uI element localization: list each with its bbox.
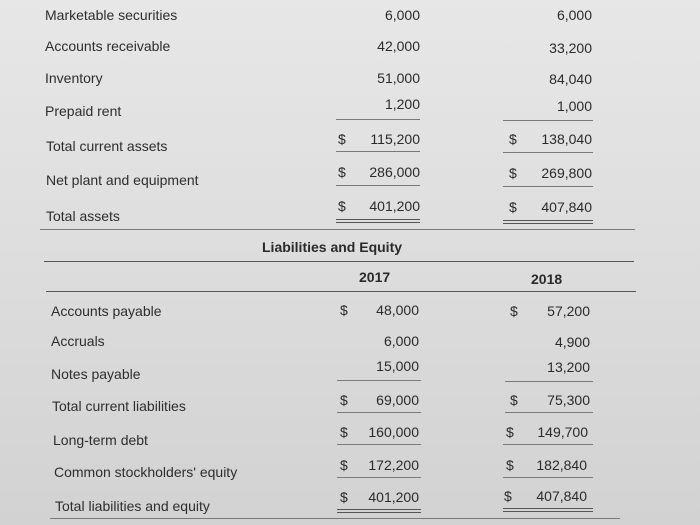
rule xyxy=(337,512,421,513)
dollar-sign: $ xyxy=(506,424,514,440)
dollar-sign: $ xyxy=(340,489,348,505)
section-divider xyxy=(44,261,634,262)
label-accounts-receivable: Accounts receivable xyxy=(45,38,171,54)
header-divider xyxy=(46,291,636,292)
dollar-sign: $ xyxy=(510,392,518,408)
value-2017-total-current-liabilities: 69,000 xyxy=(376,392,419,408)
rule xyxy=(336,185,420,186)
label-long-term-debt: Long-term debt xyxy=(53,432,148,448)
value-2017-inventory: 51,000 xyxy=(377,70,420,86)
rule xyxy=(336,222,420,223)
value-2017-accounts-receivable: 42,000 xyxy=(377,38,420,54)
value-2018-accruals: 4,900 xyxy=(554,334,590,350)
label-prepaid-rent: Prepaid rent xyxy=(45,103,122,119)
dollar-sign: $ xyxy=(340,457,348,473)
rule xyxy=(505,412,593,413)
value-2017-marketable-securities: 6,000 xyxy=(384,7,420,23)
dollar-sign: $ xyxy=(338,198,346,214)
dollar-sign: $ xyxy=(510,303,518,319)
value-2017-long-term-debt: 160,000 xyxy=(368,424,419,440)
rule xyxy=(337,444,421,445)
value-2017-notes-payable: 15,000 xyxy=(376,358,419,374)
value-2018-total-liabilities-and-equity: 407,840 xyxy=(536,488,587,504)
label-total-current-liabilities: Total current liabilities xyxy=(52,398,186,414)
dollar-sign: $ xyxy=(509,165,517,181)
value-2017-accruals: 6,000 xyxy=(383,333,419,349)
value-2017-total-assets: 401,200 xyxy=(369,198,420,214)
rule xyxy=(337,477,421,478)
value-2017-net-plant-equipment: 286,000 xyxy=(369,164,420,180)
rule xyxy=(503,223,593,224)
rule xyxy=(505,381,593,382)
rule xyxy=(337,412,421,413)
rule xyxy=(336,151,420,152)
rule xyxy=(337,380,421,381)
rule xyxy=(503,477,593,478)
section-divider xyxy=(40,229,635,230)
value-2018-notes-payable: 13,200 xyxy=(547,359,590,375)
value-2018-accounts-receivable: 33,200 xyxy=(549,40,592,56)
label-marketable-securities: Marketable securities xyxy=(45,7,178,23)
value-2018-long-term-debt: 149,700 xyxy=(537,424,588,440)
dollar-sign: $ xyxy=(340,302,348,318)
column-header-2017: 2017 xyxy=(359,269,391,285)
label-net-plant-equipment: Net plant and equipment xyxy=(46,172,199,188)
label-notes-payable: Notes payable xyxy=(51,366,141,382)
rule xyxy=(503,152,593,153)
value-2017-total-liabilities-and-equity: 401,200 xyxy=(368,489,419,505)
dollar-sign: $ xyxy=(506,457,514,473)
value-2018-accounts-payable: 57,200 xyxy=(547,303,590,319)
dollar-sign: $ xyxy=(509,131,517,147)
rule-2018-subtotal xyxy=(503,120,593,121)
value-2017-total-current-assets: 115,200 xyxy=(370,131,420,147)
rule xyxy=(336,219,420,220)
dollar-sign: $ xyxy=(504,488,512,504)
value-2018-inventory: 84,040 xyxy=(549,71,592,87)
dollar-sign: $ xyxy=(338,131,346,147)
dollar-sign: $ xyxy=(340,424,348,440)
value-2018-total-current-assets: 138,040 xyxy=(541,131,592,147)
label-accounts-payable: Accounts payable xyxy=(51,303,162,319)
section-title: Liabilities and Equity xyxy=(262,239,403,255)
rule xyxy=(503,444,593,445)
value-2017-prepaid-rent: 1,200 xyxy=(384,96,420,112)
label-total-current-assets: Total current assets xyxy=(46,138,168,154)
label-total-assets: Total assets xyxy=(46,208,120,224)
rule xyxy=(503,220,593,221)
label-total-liabilities-and-equity: Total liabilities and equity xyxy=(55,498,210,514)
bottom-divider xyxy=(50,518,620,519)
value-2018-total-assets: 407,840 xyxy=(541,199,592,215)
rule xyxy=(503,186,593,187)
value-2017-accounts-payable: 48,000 xyxy=(376,302,419,318)
label-common-stockholders-equity: Common stockholders' equity xyxy=(54,464,238,480)
value-2018-total-current-liabilities: 75,300 xyxy=(547,392,590,408)
value-2018-net-plant-equipment: 269,800 xyxy=(541,165,592,181)
value-2018-marketable-securities: 6,000 xyxy=(556,7,592,23)
column-header-2018: 2018 xyxy=(531,271,563,287)
rule xyxy=(503,508,593,509)
dollar-sign: $ xyxy=(340,392,348,408)
dollar-sign: $ xyxy=(338,164,346,180)
rule xyxy=(503,511,593,512)
label-inventory: Inventory xyxy=(45,70,103,86)
rule xyxy=(337,509,421,510)
value-2018-common-stockholders-equity: 182,840 xyxy=(536,457,587,473)
rule-2017-subtotal xyxy=(336,119,420,120)
value-2018-prepaid-rent: 1,000 xyxy=(556,98,592,114)
label-accruals: Accruals xyxy=(51,333,105,349)
value-2017-common-stockholders-equity: 172,200 xyxy=(368,457,419,473)
dollar-sign: $ xyxy=(509,199,517,215)
